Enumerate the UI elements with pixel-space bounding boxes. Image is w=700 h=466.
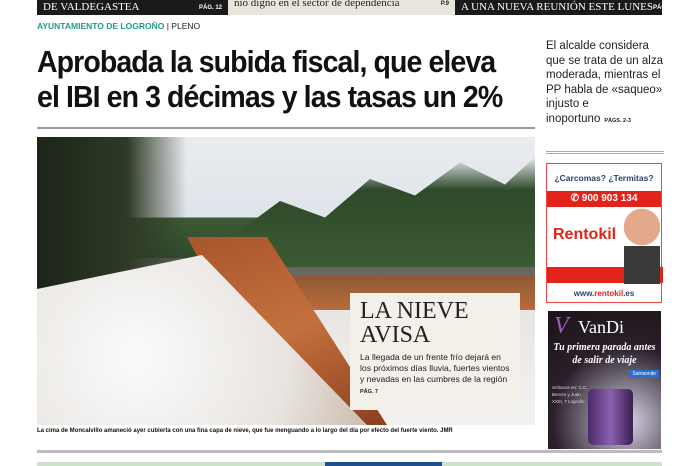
ad-person-image (624, 208, 660, 284)
top-teaser-3[interactable] (455, 0, 677, 15)
teaser-text: nio digno en el sector de dependencia (234, 0, 400, 9)
teaser-text: A UNA NUEVA REUNIÓN ESTE LUNES (461, 1, 653, 13)
vandi-ad[interactable] (548, 311, 661, 449)
rentokil-ad[interactable] (546, 163, 662, 303)
vandi-logo-mark: V (554, 313, 569, 339)
url-part: .es (623, 289, 635, 298)
section-name: AYUNTAMIENTO DE LOGROÑO (37, 21, 165, 31)
top-teaser-1[interactable] (37, 0, 228, 15)
url-part: rentokil (594, 289, 624, 298)
headline-line-1[interactable]: Aprobada la subida fiscal, que eleva (37, 44, 496, 79)
ad-address: visítanos en: C.C. Berceo y Juan XXIII, 7 Logroño (552, 385, 588, 404)
divider (37, 127, 535, 129)
feature-body: La llegada de un frente frío dejará en los próximos días lluvia, fuertes vientos y nevadas en las cumbres de la región (360, 352, 510, 384)
rentokil-logo: Rentokil (553, 226, 617, 243)
pine-trees (235, 157, 535, 267)
subsection: | PLENO (166, 21, 201, 31)
ad-question: ¿Carcomas? ¿Termitas? (554, 173, 654, 183)
feature-text (360, 352, 510, 398)
ad-tagline: Tu primera parada antes de salir de viaje (553, 342, 656, 366)
summary-text: El alcalde considera que se trata de un alza moderada, mientras el PP habla de «saqueo» injusto e inoportuno (546, 40, 663, 125)
suitcase-image (588, 389, 633, 445)
page-ref: PÁG. 12 (198, 5, 222, 11)
page-ref: PÁG. 7 (360, 389, 379, 395)
page-ref: P.9 (440, 1, 449, 7)
vandi-logo: VanDi (578, 317, 624, 337)
teaser-text: DE VALDEGASTEA (43, 1, 140, 13)
feature-box[interactable] (350, 293, 520, 410)
divider (37, 450, 662, 453)
divider (546, 151, 664, 154)
ad-phone: ✆ 900 903 134 (547, 191, 661, 207)
photo-caption: La cima de Moncalvillo amaneció ayer cubierta con una fina capa de nieve, que fue menguando a lo largo del día por efecto del fuerte viento. JMR (37, 428, 453, 434)
headline-summary (546, 39, 664, 128)
samsonite-badge: Samsonite (629, 370, 659, 378)
url-part: www. (573, 289, 595, 298)
page-ref: PÁGS. 2-3 (604, 117, 631, 124)
ad-url[interactable] (547, 289, 661, 298)
section-kicker (37, 21, 200, 31)
page-ref: PÁG. 20 (653, 5, 677, 11)
headline-line-2[interactable]: el IBI en 3 décimas y las tasas un 2% (37, 79, 503, 114)
bottom-strip-accent (325, 462, 442, 466)
feature-title: LA NIEVE AVISA (360, 298, 469, 348)
top-teaser-2[interactable] (228, 0, 455, 15)
